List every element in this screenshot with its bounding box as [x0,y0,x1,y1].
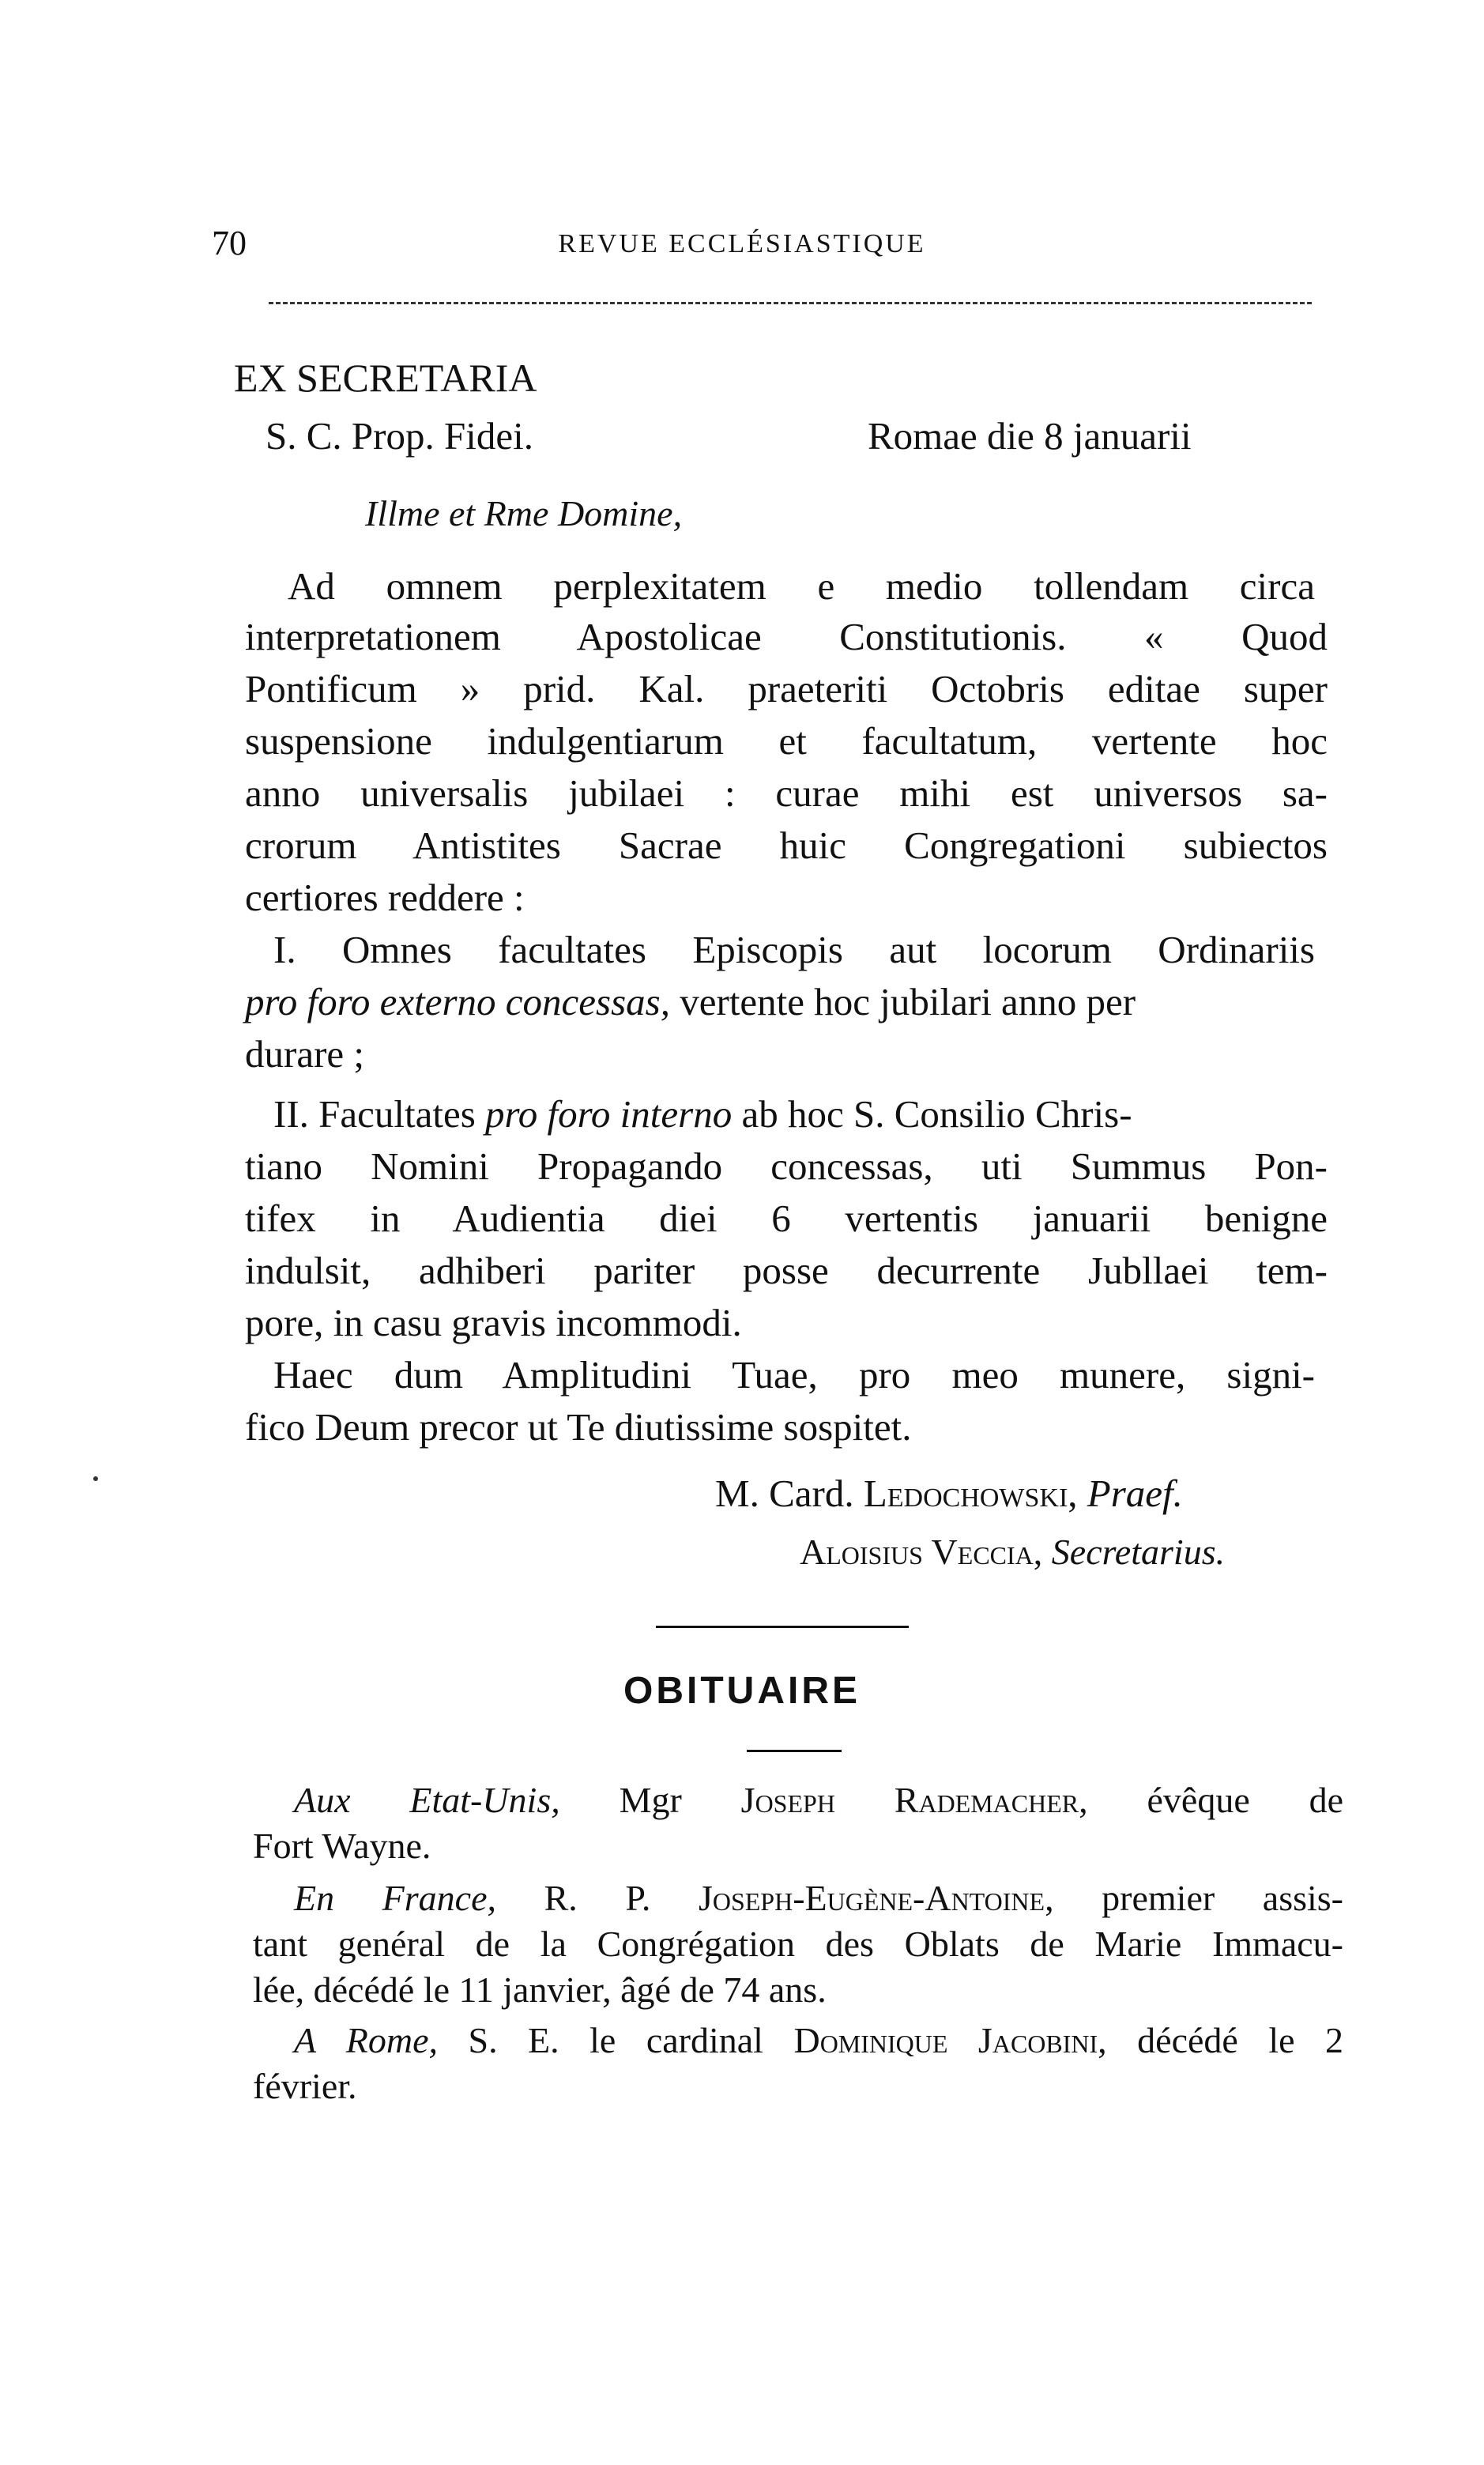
obituary-entry: A Rome, S. E. le cardinal Dominique Jacobini, décédé le 2 [294,2020,1344,2060]
entry-place: Aux Etat-Unis, [294,1780,560,1820]
item2-line [273,1091,1356,1138]
obituary-entry-continuation: tant genéral de la Congrégation des Oblats de Marie Immacu- [253,1924,1343,1964]
header-rule [269,302,1312,304]
item2-line: indulsit, adhiberi pariter posse decurrente Jubllaei tem- [245,1249,1328,1292]
signature-title: Secretarius. [1051,1532,1226,1572]
signature-cardinal: M. Card. Ledochowski, Praef. [715,1472,1183,1515]
obituary-entry-continuation: lée, décédé le 11 janvier, âgé de 74 ans. [253,1969,827,2010]
signature-name: Ledochowski [863,1472,1068,1515]
section-title: OBITUAIRE [623,1670,861,1712]
section-divider [656,1626,909,1628]
stray-mark [93,1476,98,1481]
obituary-entry-continuation: février. [253,2066,357,2106]
letter-line: Pontificum » prid. Kal. praeteriti Octobris editae super [245,667,1328,710]
letter-line: certiores reddere : [245,876,525,919]
item2-line: pore, in casu gravis incommodi. [245,1301,742,1344]
signature-secretary: Aloisius Veccia, Secretarius. [800,1532,1226,1572]
item1-line: durare ; [245,1032,364,1076]
entry-name: Dominique Jacobini [793,2020,1098,2060]
item2-italic: pro foro interno [485,1092,733,1136]
entry-name: Joseph Rademacher [740,1780,1079,1820]
signature-name: Aloisius Veccia [800,1532,1034,1572]
running-title: REVUE ECCLÉSIASTIQUE [558,229,926,258]
entry-name: Joseph-Eugène-Antoine [698,1878,1045,1918]
obituary-entry: Aux Etat-Unis, Mgr Joseph Rademacher, évêque de [294,1780,1343,1820]
letter-heading: EX SECRETARIA [234,356,537,400]
item2-line: tifex in Audientia diei 6 vertentis januarii benigne [245,1197,1328,1240]
entry-place: A Rome, [294,2020,438,2060]
item1-line: I. Omnes facultates Episcopis aut locorum Ordinariis [273,928,1315,971]
item2-line: tiano Nomini Propagando concessas, uti Summus Pon- [245,1144,1328,1188]
obituary-entry: En France, R. P. Joseph-Eugène-Antoine, premier assis- [294,1878,1343,1918]
letter-line: suspensione indulgentiarum et facultatum, vertente hoc [245,719,1328,763]
item1-italic: pro foro externo concessas, [245,980,670,1023]
letter-line: anno universalis jubilaei : curae mihi est universos sa- [245,771,1328,815]
letter-line: crorum Antistites Sacrae huic Congregationi subiectos [245,824,1328,867]
signature-title: Praef. [1087,1472,1183,1515]
title-underline [747,1750,842,1752]
entry-place: En France, [294,1878,497,1918]
item1-line [245,978,1328,1026]
item1-text: vertente hoc jubilari anno per [670,980,1136,1023]
letter-line: interpretationem Apostolicae Constitutionis. « Quod [245,615,1328,658]
letter-date: Romae die 8 januarii [868,414,1192,458]
letter-line: Ad omnem perplexitatem e medio tollendam circa [288,564,1315,608]
closing-line: Haec dum Amplitudini Tuae, pro meo munere, signi- [273,1353,1315,1396]
page-number: 70 [212,224,247,262]
item2-text: II. Facultates [273,1092,486,1136]
item2-text: ab hoc S. Consilio Chris- [732,1092,1132,1136]
closing-line: fico Deum precor ut Te diutissime sospitet. [245,1405,912,1449]
obituary-entry-continuation: Fort Wayne. [253,1826,431,1866]
letter-origin: S. C. Prop. Fidei. [266,414,533,458]
letter-salutation: Illme et Rme Domine, [365,493,683,533]
